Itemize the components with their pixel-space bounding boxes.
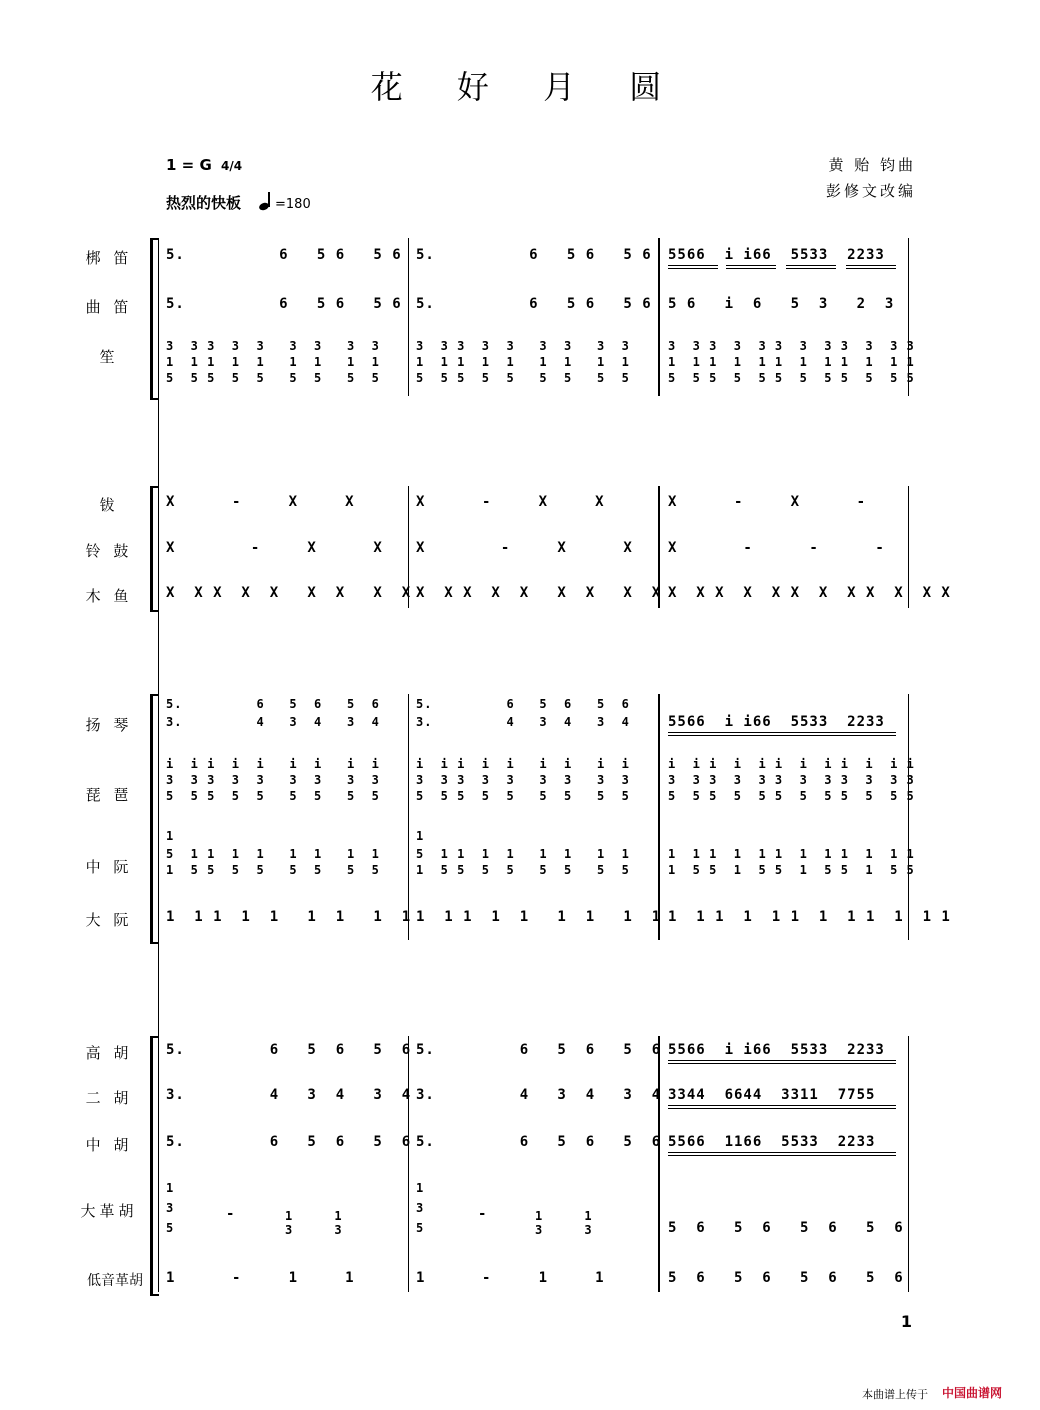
instrument-label-linggu: 铃 鼓 bbox=[85, 542, 133, 560]
measure-2-bo: X - X X bbox=[416, 494, 605, 510]
measure-1-zhongruan-top: 1 bbox=[166, 829, 175, 843]
beam-line bbox=[668, 1152, 896, 1153]
measure-2-dagehu-beat2: 3 3 bbox=[535, 1223, 593, 1237]
beam-line bbox=[786, 265, 836, 266]
measure-2-zhonghu: 5. 6 5 6 5 6 bbox=[416, 1134, 662, 1150]
measure-1-bangdi: 5. 6 5 6 5 6 bbox=[166, 247, 402, 263]
measure-2-erhu: 3. 4 3 4 3 4 bbox=[416, 1087, 662, 1103]
measure-2-dagehu-top: 1 bbox=[416, 1181, 425, 1195]
key-signature bbox=[166, 156, 242, 174]
measure-2-pipa-mid: 3 3 3 3 3 3 3 3 3 bbox=[416, 773, 630, 787]
barline bbox=[408, 238, 409, 396]
measure-3-pipa-bot: 5 5 5 5 5 5 5 5 5 5 5 5 bbox=[668, 789, 915, 803]
measure-2-zhongruan-bot: 1 5 5 5 5 5 5 5 5 bbox=[416, 863, 630, 877]
measure-2-pipa-bot: 5 5 5 5 5 5 5 5 5 bbox=[416, 789, 630, 803]
composer-credit: 黄 贻 钧曲 bbox=[828, 156, 916, 174]
instrument-label-qudi: 曲 笛 bbox=[85, 298, 133, 316]
measure-1-dagehu-beat: 1 1 bbox=[285, 1209, 343, 1223]
measure-3-zhongruan-bot: 1 5 5 1 5 5 1 5 5 1 5 5 bbox=[668, 863, 915, 877]
instrument-label-dagehu: 大革胡 bbox=[80, 1202, 138, 1220]
instrument-label-daruan: 大 阮 bbox=[85, 911, 133, 929]
instrument-label-yangqin: 扬 琴 bbox=[85, 716, 133, 734]
time-signature: 4/4 bbox=[221, 159, 243, 173]
measure-1-dagehu-rest: - bbox=[226, 1206, 236, 1222]
barline bbox=[408, 694, 409, 940]
barline bbox=[408, 1036, 409, 1292]
measure-1-dagehu-mid: 3 bbox=[166, 1201, 175, 1215]
beam-line bbox=[668, 265, 718, 266]
measure-2-daruan: 1 1 1 1 1 1 1 1 1 bbox=[416, 909, 662, 925]
instrument-label-bangdi: 梆 笛 bbox=[85, 249, 133, 267]
measure-2-sheng-top: 3 3 3 3 3 3 3 3 3 bbox=[416, 339, 630, 353]
measure-1-dagehu-top: 1 bbox=[166, 1181, 175, 1195]
page-number: 1 bbox=[900, 1312, 912, 1331]
measure-2-pipa-top: i i i i i i i i i bbox=[416, 757, 630, 771]
measure-1-dagehu-beat2: 3 3 bbox=[285, 1223, 343, 1237]
measure-1-diyin-gehu: 1 - 1 1 bbox=[166, 1270, 355, 1286]
measure-1-yangqin-bot: 3. 4 3 4 3 4 bbox=[166, 715, 380, 729]
measure-3-erhu: 3344 6644 3311 7755 bbox=[668, 1087, 876, 1103]
measure-2-zhongruan-top: 1 bbox=[416, 829, 425, 843]
measure-1-sheng-mid: 1 1 1 1 1 1 1 1 1 bbox=[166, 355, 380, 369]
measure-2-dagehu-beat: 1 1 bbox=[535, 1209, 593, 1223]
measure-2-linggu: X - X X bbox=[416, 540, 633, 556]
instrument-label-erhu: 二 胡 bbox=[85, 1089, 133, 1107]
key-text: 1 = G bbox=[166, 156, 212, 174]
barline bbox=[658, 238, 660, 396]
instrument-label-pipa: 琵 琶 bbox=[85, 786, 133, 804]
barline bbox=[908, 1036, 909, 1292]
measure-1-sheng-top: 3 3 3 3 3 3 3 3 3 bbox=[166, 339, 380, 353]
measure-3-diyin-gehu: 5 6 5 6 5 6 5 6 bbox=[668, 1270, 904, 1286]
beam-line bbox=[726, 268, 776, 269]
measure-2-diyin-gehu: 1 - 1 1 bbox=[416, 1270, 605, 1286]
instrument-label-muyu: 木 鱼 bbox=[85, 587, 133, 605]
tempo-value: =180 bbox=[275, 197, 311, 212]
page-title: 花 好 月 圆 bbox=[370, 68, 684, 106]
measure-1-linggu: X - X X bbox=[166, 540, 383, 556]
measure-3-muyu: X X X X X X X X X X X X bbox=[668, 585, 951, 601]
measure-3-bangdi: 5566 i i66 5533 2233 bbox=[668, 247, 885, 263]
barline bbox=[658, 694, 660, 940]
beam-line bbox=[668, 1060, 896, 1061]
measure-2-yangqin-bot: 3. 4 3 4 3 4 bbox=[416, 715, 630, 729]
measure-2-sheng-mid: 1 1 1 1 1 1 1 1 1 bbox=[416, 355, 630, 369]
measure-3-linggu: X - - - bbox=[668, 540, 885, 556]
measure-3-sheng-mid: 1 1 1 1 1 1 1 1 1 1 1 1 bbox=[668, 355, 915, 369]
measure-3-bo: X - X - bbox=[668, 494, 867, 510]
measure-3-zhonghu: 5566 1166 5533 2233 bbox=[668, 1134, 876, 1150]
measure-3-sheng-bot: 5 5 5 5 5 5 5 5 5 5 5 5 bbox=[668, 371, 915, 385]
measure-1-dagehu-bot: 5 bbox=[166, 1221, 175, 1235]
measure-1-sheng-bot: 5 5 5 5 5 5 5 5 5 bbox=[166, 371, 380, 385]
beam-line bbox=[668, 268, 718, 269]
instrument-label-diyin-gehu: 低音革胡 bbox=[87, 1273, 143, 1289]
measure-1-zhonghu: 5. 6 5 6 5 6 bbox=[166, 1134, 412, 1150]
measure-3-daruan: 1 1 1 1 1 1 1 1 1 1 1 1 bbox=[668, 909, 951, 925]
measure-1-pipa-bot: 5 5 5 5 5 5 5 5 5 bbox=[166, 789, 380, 803]
measure-2-qudi: 5. 6 5 6 5 6 bbox=[416, 296, 652, 312]
instrument-label-zhonghu: 中 胡 bbox=[85, 1136, 133, 1154]
measure-1-bo: X - X X bbox=[166, 494, 355, 510]
measure-2-dagehu-bot: 5 bbox=[416, 1221, 425, 1235]
measure-3-sheng-top: 3 3 3 3 3 3 3 3 3 3 3 3 bbox=[668, 339, 915, 353]
measure-2-sheng-bot: 5 5 5 5 5 5 5 5 5 bbox=[416, 371, 630, 385]
beam-line bbox=[786, 268, 836, 269]
measure-2-yangqin-top: 5. 6 5 6 5 6 bbox=[416, 697, 630, 711]
tempo-marking bbox=[166, 192, 311, 213]
beam-line bbox=[668, 732, 896, 733]
beam-line bbox=[846, 265, 896, 266]
measure-1-muyu: X X X X X X X X X bbox=[166, 585, 412, 601]
measure-3-pipa-mid: 3 3 3 3 3 3 3 3 3 3 3 3 bbox=[668, 773, 915, 787]
measure-2-muyu: X X X X X X X X X bbox=[416, 585, 662, 601]
measure-1-yangqin-top: 5. 6 5 6 5 6 bbox=[166, 697, 380, 711]
instrument-label-zhongruan: 中 阮 bbox=[85, 858, 133, 876]
beam-line bbox=[668, 1108, 896, 1109]
beam-line bbox=[668, 1063, 896, 1064]
measure-2-bangdi: 5. 6 5 6 5 6 bbox=[416, 247, 652, 263]
instrument-label-sheng: 笙 bbox=[99, 348, 119, 366]
system-line bbox=[158, 238, 159, 1292]
measure-1-pipa-top: i i i i i i i i i bbox=[166, 757, 380, 771]
measure-1-qudi: 5. 6 5 6 5 6 bbox=[166, 296, 402, 312]
beam-line bbox=[846, 268, 896, 269]
measure-2-dagehu-rest: - bbox=[478, 1206, 488, 1222]
measure-1-gaohu: 5. 6 5 6 5 6 bbox=[166, 1042, 412, 1058]
barline bbox=[908, 694, 909, 940]
measure-1-daruan: 1 1 1 1 1 1 1 1 1 bbox=[166, 909, 412, 925]
measure-3-gaohu: 5566 i i66 5533 2233 bbox=[668, 1042, 885, 1058]
instrument-label-gaohu: 高 胡 bbox=[85, 1044, 133, 1062]
measure-2-dagehu-mid: 3 bbox=[416, 1201, 425, 1215]
beam-line bbox=[668, 1155, 896, 1156]
beam-line bbox=[668, 1105, 896, 1106]
measure-3-zhongruan-mid: 1 1 1 1 1 1 1 1 1 1 1 1 bbox=[668, 847, 915, 861]
site-logo: 中国曲谱网 bbox=[941, 1386, 1002, 1400]
measure-2-zhongruan-mid: 5 1 1 1 1 1 1 1 1 bbox=[416, 847, 630, 861]
measure-3-qudi: 5 6 i 6 5 3 2 3 bbox=[668, 296, 895, 312]
measure-1-zhongruan-bot: 1 5 5 5 5 5 5 5 5 bbox=[166, 863, 380, 877]
tempo-text: 热烈的快板 bbox=[166, 194, 242, 212]
measure-3-pipa-top: i i i i i i i i i i i i bbox=[668, 757, 915, 771]
quarter-note-icon bbox=[259, 194, 273, 210]
footer-note: 本曲谱上传于 bbox=[862, 1388, 928, 1401]
measure-1-pipa-mid: 3 3 3 3 3 3 3 3 3 bbox=[166, 773, 380, 787]
beam-line bbox=[668, 735, 896, 736]
arranger-credit: 彭修文改编 bbox=[825, 182, 916, 200]
measure-3-yangqin: 5566 i i66 5533 2233 bbox=[668, 714, 885, 730]
instrument-label-bo: 钹 bbox=[99, 496, 119, 514]
barline bbox=[658, 1036, 660, 1292]
measure-2-gaohu: 5. 6 5 6 5 6 bbox=[416, 1042, 662, 1058]
measure-1-zhongruan-mid: 5 1 1 1 1 1 1 1 1 bbox=[166, 847, 380, 861]
measure-3-dagehu: 5 6 5 6 5 6 5 6 bbox=[668, 1220, 904, 1236]
measure-1-erhu: 3. 4 3 4 3 4 bbox=[166, 1087, 412, 1103]
beam-line bbox=[726, 265, 776, 266]
